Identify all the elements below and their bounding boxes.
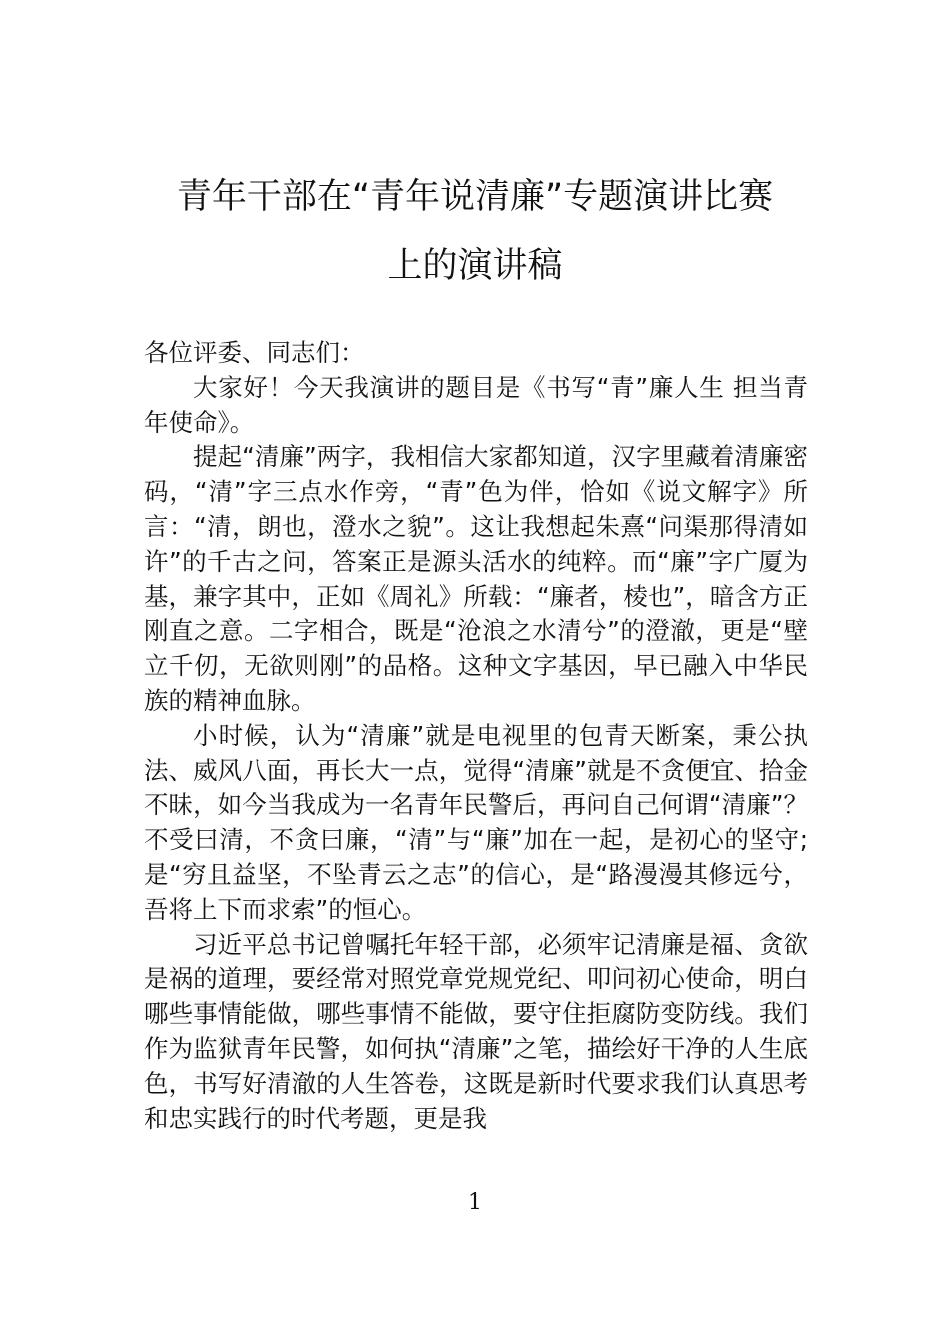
salutation: 各位评委、同志们： (144, 338, 365, 367)
paragraph-1: 大家好！今天我演讲的题目是《书写“青”廉人生 担当青年使命》。 (144, 372, 808, 437)
page-number: 1 (468, 1190, 482, 1215)
paragraph-3: 小时候，认为“清廉”就是电视里的包青天断案，秉公执法、威风八面，再长大一点，觉得“清廉”就是不贪便宜、拾金不昧，如今当我成为一名青年民警后，再问自己何谓“清廉”？不受曰清，不贪曰廉，“清”与“廉”加在一起，是初心的坚守;是“穷且益坚，不坠青云之志”的信心，是“路漫漫其修远兮，吾将上下而求索”的恒心。 (144, 720, 808, 924)
document-title-line-2: 上的演讲稿 (387, 246, 563, 286)
paragraph-2: 提起“清廉”两字，我相信大家都知道，汉字里藏着清廉密码，“清”字三点水作旁，“青”色为伴，恰如《说文解字》所言：“清，朗也，澄水之貌”。这让我想起朱熹“问渠那得清如许”的千古之问，答案正是源头活水的纯粹。而“廉”字广厦为基，兼字其中，正如《周礼》所载：“廉者，棱也”，暗含方正刚直之意。二字相合，既是“沧浪之水清兮”的澄澈，更是“壁立千仞，无欲则刚”的品格。这种文字基因，早已融入中华民族的精神血脉。 (144, 442, 808, 715)
document-title-line-1: 青年干部在“青年说清廉”专题演讲比赛 (176, 177, 774, 217)
document-body (144, 336, 808, 1136)
paragraph-4: 习近平总书记曾嘱托年轻干部，必须牢记清廉是福、贪欲是祸的道理，要经常对照党章党规党纪、叩问初心使命，明白哪些事情能做，哪些事情不能做，要守住拒腐防变防线。我们作为监狱青年民警，如何执“清廉”之笔，描绘好干净的人生底色，书写好清澈的人生答卷，这既是新时代要求我们认真思考和忠实践行的时代考题，更是我 (144, 929, 808, 1133)
